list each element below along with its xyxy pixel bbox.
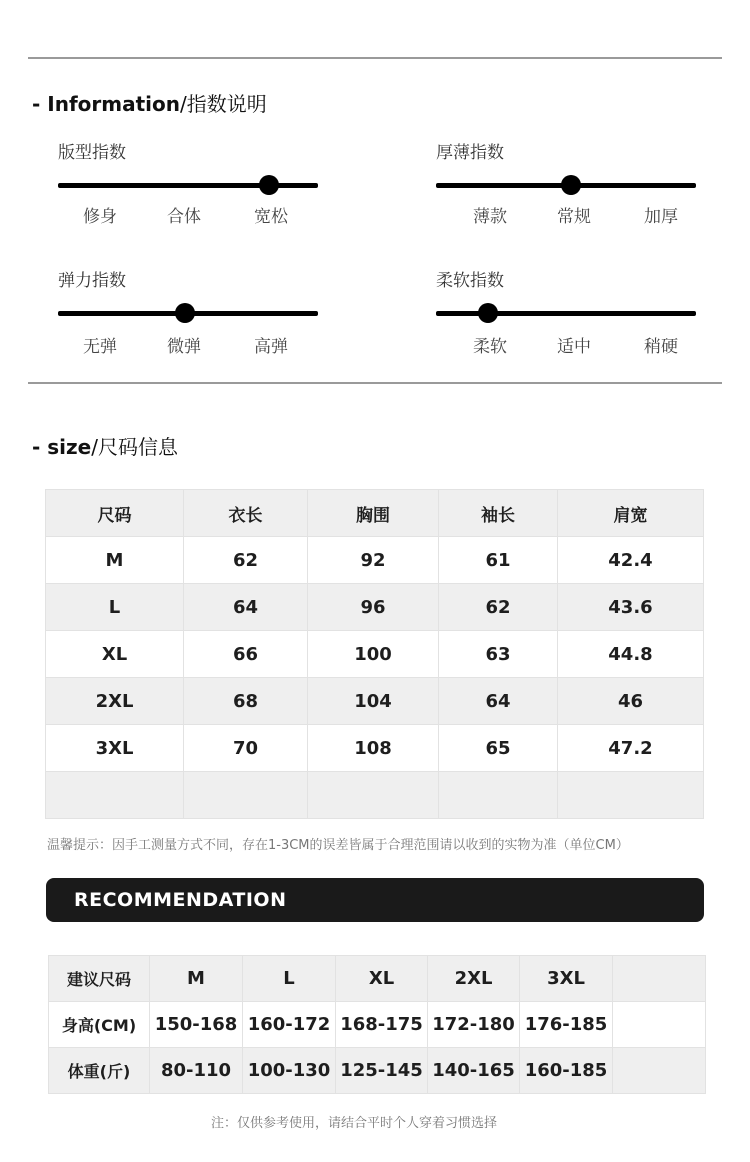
information-section-title — [32, 88, 267, 117]
table-cell: L — [243, 956, 336, 1002]
size-title-en: - size — [32, 435, 92, 459]
table-cell: 63 — [439, 631, 558, 678]
table-cell — [613, 1048, 706, 1094]
table-row — [46, 584, 704, 631]
size-title-cn: /尺码信息 — [91, 435, 178, 459]
table-cell: 68 — [184, 678, 308, 725]
softness-index-track — [436, 311, 696, 316]
table-cell — [46, 772, 184, 819]
fit-index-marker — [259, 175, 279, 195]
table-row — [46, 631, 704, 678]
softness-label-medium: 适中 — [557, 337, 591, 357]
table-cell: 44.8 — [558, 631, 704, 678]
elasticity-label-slight: 微弹 — [167, 337, 201, 357]
table-cell — [613, 956, 706, 1002]
information-title-en: - Information — [32, 92, 180, 116]
thickness-index — [436, 138, 696, 248]
size-section-title — [32, 431, 178, 460]
recommendation-table — [48, 955, 706, 1094]
thickness-label-thick: 加厚 — [644, 207, 678, 227]
table-row — [46, 678, 704, 725]
table-cell: 160-185 — [520, 1048, 613, 1094]
table-cell: 140-165 — [428, 1048, 520, 1094]
elasticity-label-none: 无弹 — [83, 337, 117, 357]
table-cell: 100-130 — [243, 1048, 336, 1094]
table-row-empty — [46, 772, 704, 819]
table-cell — [439, 772, 558, 819]
table-cell: XL — [336, 956, 428, 1002]
softness-index-marker — [478, 303, 498, 323]
table-cell: 3XL — [46, 725, 184, 772]
table-cell: 身高(CM) — [49, 1002, 150, 1048]
table-cell: 172-180 — [428, 1002, 520, 1048]
table-row — [49, 1002, 706, 1048]
elasticity-index-title: 弹力指数 — [58, 271, 126, 291]
header-sleeve: 袖长 — [439, 490, 558, 537]
table-cell: XL — [46, 631, 184, 678]
table-cell — [558, 772, 704, 819]
table-cell: 42.4 — [558, 537, 704, 584]
softness-index-title: 柔软指数 — [436, 271, 504, 291]
table-cell: 43.6 — [558, 584, 704, 631]
table-cell — [184, 772, 308, 819]
header-chest: 胸围 — [308, 490, 439, 537]
table-cell: 64 — [184, 584, 308, 631]
table-cell: 2XL — [428, 956, 520, 1002]
table-cell — [308, 772, 439, 819]
fit-index — [58, 138, 318, 248]
table-cell: 168-175 — [336, 1002, 428, 1048]
table-cell: M — [46, 537, 184, 584]
table-cell: 96 — [308, 584, 439, 631]
recommendation-title: RECOMMENDATION — [74, 889, 287, 911]
table-cell: 61 — [439, 537, 558, 584]
recommendation-note: 注：仅供参考使用，请结合平时个人穿着习惯选择 — [211, 1116, 498, 1131]
fit-index-title: 版型指数 — [58, 143, 126, 163]
thickness-index-marker — [561, 175, 581, 195]
header-shoulder: 肩宽 — [558, 490, 704, 537]
size-note: 温馨提示：因手工测量方式不同，存在1-3CM的误差皆属于合理范围请以收到的实物为准（单位CM） — [47, 838, 629, 853]
softness-label-firm: 稍硬 — [644, 337, 678, 357]
table-cell: L — [46, 584, 184, 631]
table-cell: 62 — [439, 584, 558, 631]
table-cell: 64 — [439, 678, 558, 725]
table-cell: 65 — [439, 725, 558, 772]
table-row — [49, 956, 706, 1002]
table-cell: 建议尺码 — [49, 956, 150, 1002]
table-cell: 104 — [308, 678, 439, 725]
size-table-header — [46, 490, 704, 537]
fit-index-track — [58, 183, 318, 188]
elasticity-label-high: 高弹 — [254, 337, 288, 357]
header-length: 衣长 — [184, 490, 308, 537]
table-cell: M — [150, 956, 243, 1002]
table-cell: 100 — [308, 631, 439, 678]
table-cell: 92 — [308, 537, 439, 584]
softness-index — [436, 266, 696, 376]
fit-label-regular: 合体 — [167, 207, 201, 227]
table-row — [46, 537, 704, 584]
table-cell — [613, 1002, 706, 1048]
header-size: 尺码 — [46, 490, 184, 537]
table-cell: 62 — [184, 537, 308, 584]
elasticity-index — [58, 266, 318, 376]
recommendation-banner — [46, 878, 704, 922]
table-cell: 66 — [184, 631, 308, 678]
table-cell: 108 — [308, 725, 439, 772]
fit-label-loose: 宽松 — [254, 207, 288, 227]
table-cell: 70 — [184, 725, 308, 772]
table-row — [46, 725, 704, 772]
middle-divider — [28, 382, 722, 384]
table-cell: 150-168 — [150, 1002, 243, 1048]
table-cell: 3XL — [520, 956, 613, 1002]
table-cell: 2XL — [46, 678, 184, 725]
softness-label-soft: 柔软 — [473, 337, 507, 357]
table-cell: 125-145 — [336, 1048, 428, 1094]
fit-label-slim: 修身 — [83, 207, 117, 227]
thickness-label-normal: 常规 — [557, 207, 591, 227]
table-cell: 160-172 — [243, 1002, 336, 1048]
thickness-index-title: 厚薄指数 — [436, 143, 504, 163]
table-cell: 176-185 — [520, 1002, 613, 1048]
thickness-label-thin: 薄款 — [473, 207, 507, 227]
table-cell: 80-110 — [150, 1048, 243, 1094]
table-cell: 46 — [558, 678, 704, 725]
table-cell: 47.2 — [558, 725, 704, 772]
elasticity-index-marker — [175, 303, 195, 323]
size-table — [45, 489, 704, 819]
top-divider — [28, 57, 722, 59]
table-cell: 体重(斤) — [49, 1048, 150, 1094]
information-title-cn: /指数说明 — [179, 92, 267, 116]
table-row — [49, 1048, 706, 1094]
